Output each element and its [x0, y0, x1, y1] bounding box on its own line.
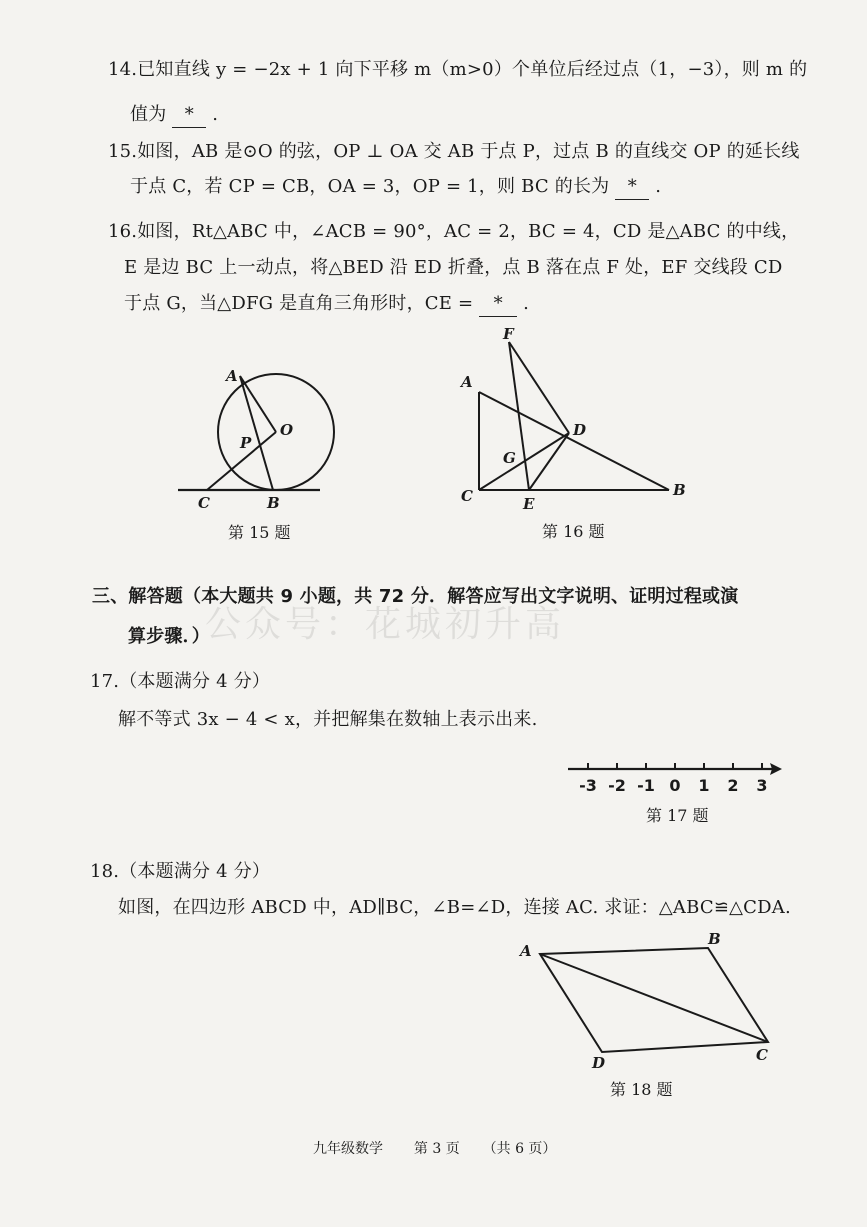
- q15-line1: 15.如图，AB 是⊙O 的弦，OP ⊥ OA 交 AB 于点 P，过点 B 的直线交 OP 的延长线: [108, 141, 800, 162]
- label-b: B: [267, 494, 280, 512]
- q17-caption: 第 17 题: [646, 806, 709, 825]
- q16-suffix: .: [523, 293, 530, 314]
- tick-label: -2: [608, 776, 626, 795]
- section3-line1: 三、解答题（本大题共 9 小题，共 72 分．解答应写出文字说明、证明过程或演: [92, 586, 739, 607]
- q17-text: 解不等式 3x − 4 < x，并把解集在数轴上表示出来.: [118, 709, 538, 730]
- label-e: E: [523, 495, 535, 513]
- label-d: D: [592, 1054, 606, 1070]
- q14-line1: 14.已知直线 y = −2x + 1 向下平移 m（m>0）个单位后经过点（1，−3），则 m 的: [108, 59, 808, 80]
- q14-suffix: .: [212, 104, 219, 125]
- q14-answer-blank: *: [172, 103, 206, 128]
- quadrilateral-abcd: [540, 948, 768, 1052]
- q14-line2: [130, 103, 218, 128]
- q16-line1: 16.如图，Rt△ABC 中，∠ACB = 90°，AC = 2，BC = 4，CD 是△ABC 的中线，: [108, 221, 800, 242]
- label-a: A: [226, 367, 238, 385]
- watermark: 公众号：花城初升高: [205, 604, 566, 645]
- q18-caption: 第 18 题: [610, 1080, 673, 1099]
- q16-answer-blank: *: [479, 292, 517, 317]
- tick-label: 2: [727, 776, 739, 795]
- label-a: A: [461, 373, 473, 391]
- label-b: B: [708, 930, 721, 948]
- label-a: A: [520, 942, 532, 960]
- footer-total: （共 6 页）: [482, 1141, 557, 1157]
- footer: [313, 1138, 556, 1158]
- label-f: F: [503, 325, 514, 343]
- fig16-caption: 第 16 题: [542, 522, 605, 541]
- tick-label: 0: [669, 776, 681, 795]
- figure-18: [510, 930, 780, 1070]
- q16-line2: E 是边 BC 上一动点，将△BED 沿 ED 折叠，点 B 落在点 F 处，EF 交线段 CD: [124, 257, 783, 278]
- label-c: C: [461, 487, 473, 505]
- footer-page: 第 3 页: [413, 1141, 460, 1157]
- label-o: O: [280, 421, 294, 439]
- figure-16: [455, 325, 695, 515]
- q14-prefix: 值为: [130, 104, 167, 125]
- diagonal-ac: [540, 954, 768, 1042]
- label-d: D: [573, 421, 587, 439]
- fig15-caption: 第 15 题: [228, 523, 291, 542]
- label-p: P: [240, 434, 252, 452]
- segment-fd: [509, 342, 569, 433]
- q15-answer-blank: *: [615, 175, 649, 200]
- q15-prefix: 于点 C，若 CP = CB，OA = 3，OP = 1，则 BC 的长为: [130, 176, 610, 197]
- q15-suffix: .: [655, 176, 662, 197]
- q16-prefix: 于点 G，当△DFG 是直角三角形时，CE =: [124, 293, 474, 314]
- q18-text: 如图，在四边形 ABCD 中，AD∥BC，∠B=∠D，连接 AC. 求证：△ABC≌△CDA.: [118, 897, 791, 918]
- chord-ab: [240, 376, 273, 490]
- label-c: C: [756, 1046, 768, 1064]
- median-cd: [479, 433, 569, 490]
- q17-header: 17.（本题满分 4 分）: [90, 671, 271, 692]
- label-g: G: [503, 449, 516, 467]
- tick-label: -3: [579, 776, 597, 795]
- q18-header: 18.（本题满分 4 分）: [90, 861, 271, 882]
- label-b: B: [673, 481, 686, 499]
- label-c: C: [198, 494, 210, 512]
- side-ab: [479, 392, 669, 490]
- segment-ed: [529, 433, 569, 490]
- section3-line2: 算步骤．）: [128, 626, 210, 647]
- segment-oa: [240, 376, 276, 432]
- q15-line2: [130, 175, 661, 200]
- number-line: [560, 755, 790, 800]
- tick-label: -1: [637, 776, 655, 795]
- tick-label: 3: [756, 776, 768, 795]
- tick-label: 1: [698, 776, 710, 795]
- footer-subject: 九年级数学: [313, 1141, 383, 1157]
- q16-line3: [124, 292, 529, 317]
- figure-15: [170, 355, 340, 520]
